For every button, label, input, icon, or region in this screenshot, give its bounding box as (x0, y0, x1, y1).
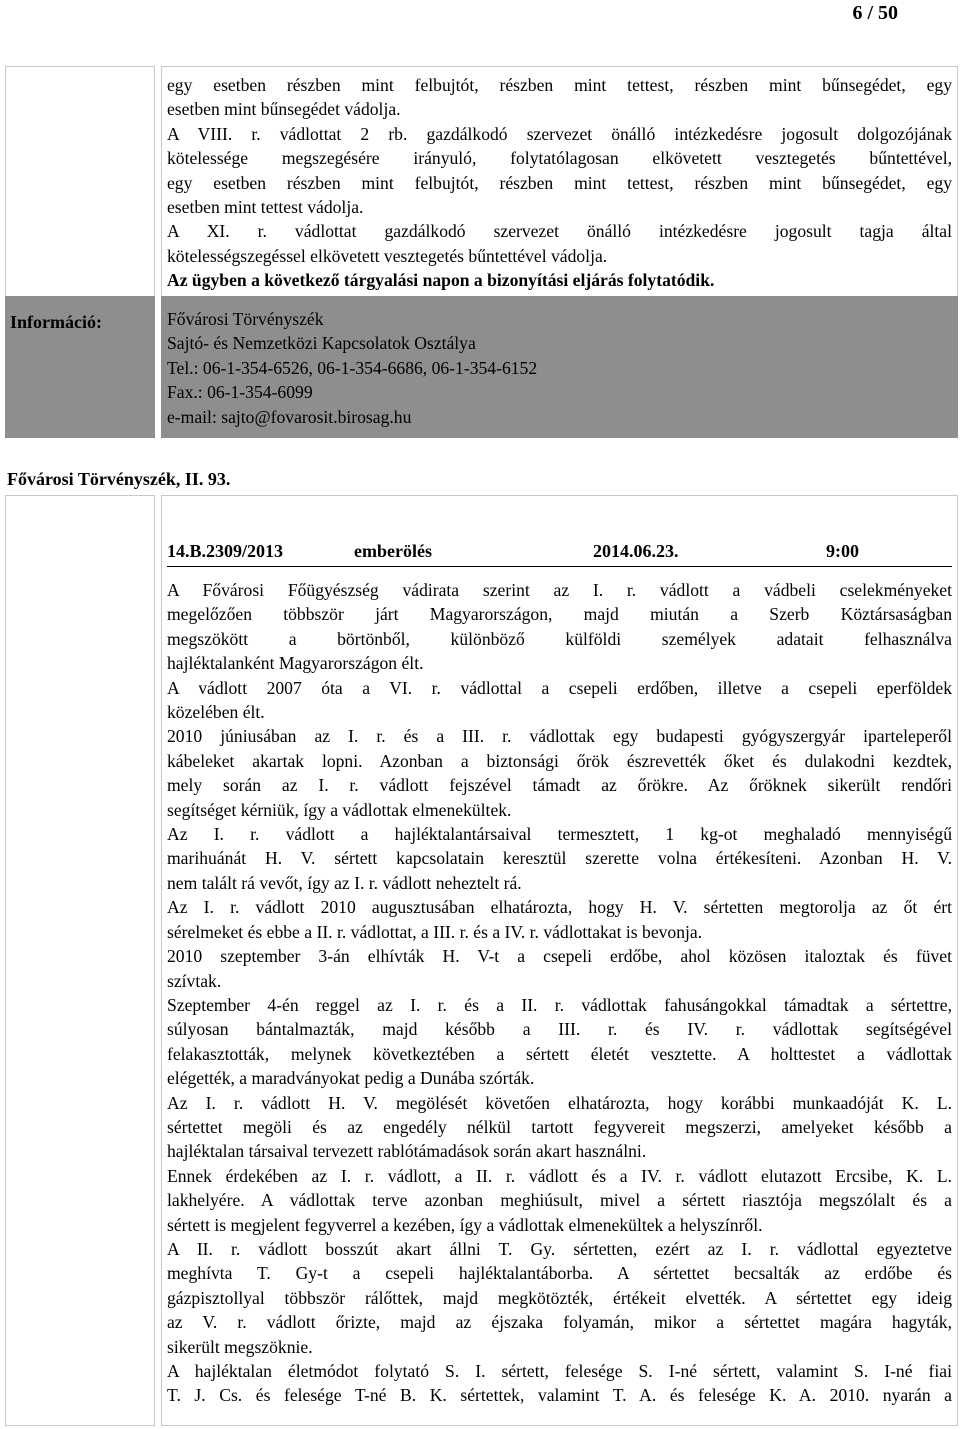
text-line: sértettet megöli és az engedély nélkül tartott fegyvereit megszerzi, amelyeket később a (167, 1116, 952, 1137)
text-line: egy esetben részben mint felbujtót, részben mint tettest, részben mint bűnsegédet, egy (167, 172, 952, 193)
section-title: Fővárosi Törvényszék, II. 93. (7, 469, 231, 489)
contact-email: e-mail: sajto@fovarosit.birosag.hu (167, 406, 412, 427)
text-line: sikerült megszöknie. (167, 1336, 313, 1357)
text-line: A vádlott 2007 óta a VI. r. vádlottal a csepeli erdőben, illetve a csepeli eperföldek (167, 677, 952, 698)
case-number: 14.B.2309/2013 (167, 541, 284, 561)
text-line: mely során az I. r. vádlott fejszével támadt az őrökre. Az őröknek sikerült rendőri (167, 775, 952, 796)
text-line: esetben mint tettest vádolja. (167, 197, 364, 218)
text-line: 2010 szeptember 3-án elhívták H. V-t a csepeli erdőbe, ahol közösen italoztak és füvet (167, 946, 952, 967)
contact-phone: Tel.: 06-1-354-6526, 06-1-354-6686, 06-1-354-6152 (167, 357, 538, 378)
text-line: felakasztották, melynek következtében a sértett életét vesztette. A holttestet a vádlottak (167, 1043, 952, 1064)
info-text (167, 73, 952, 293)
text-line: meghívta T. Gy-t a csepeli hajléktalantáborba. A sértettet becsalták az erdőbe és (167, 1263, 952, 1284)
text-line: közelében élt. (167, 702, 265, 723)
continuation-note: Az ügyben a következő tárgyalási napon a bizonyítási eljárás folytatódik. (167, 270, 715, 291)
case-table-left-cell (5, 495, 155, 1426)
text-line: A hajléktalan életmódot folytató S. I. sértett, felesége S. I-né sértett, valamint S. I-né fiai (167, 1361, 952, 1381)
text-line: Az I. r. vádlott a hajléktalantársaival termesztett, 1 kg-ot meghaladó mennyiségű (167, 824, 952, 845)
text-line: Az I. r. vádlott 2010 augusztusában elhatározta, hogy H. V. sértetten megtorolja az őt ért (167, 897, 952, 918)
text-line: gázpisztollyal többször rálőttek, majd megkötözték, értékeit elvették. A sértettet egy ideig (167, 1287, 952, 1308)
page-number: 6 / 50 (852, 2, 898, 24)
text-line: 2010 júniusában az I. r. és a III. r. vádlottak egy budapesti gyógyszergyár iparteleperől (167, 726, 952, 747)
contact-fax: Fax.: 06-1-354-6099 (167, 382, 313, 403)
text-line: hajléktalanként Magyarországon élt. (167, 653, 424, 674)
text-line: A XI. r. vádlottat gazdálkodó szervezet önálló intézkedésre jogosult tagja által (167, 221, 952, 242)
case-time: 9:00 (826, 541, 859, 561)
text-line: megszökött a börtönből, különböző külföldi személyek adatait felhasználva (167, 628, 952, 649)
text-line: A II. r. vádlott bosszút akart állni T. Gy. sértetten, ezért az I. r. vádlottal egyeztetve (167, 1238, 952, 1259)
text-line: az V. r. vádlott őrizte, majd az éjszaka folyamán, mikor a sértettet magára hagyták, (167, 1312, 952, 1333)
contact-block (167, 307, 952, 429)
text-line: esetben mint bűnsegédet vádolja. (167, 99, 401, 120)
text-line: kötelessége megszegésére irányuló, folytatólagosan elkövetett vesztegetés bűntettével, (167, 148, 952, 169)
text-line: T. J. Cs. és felesége T-né B. K. sértettek, valamint T. A. és felesége K. A. 2010. nyarán a (167, 1385, 952, 1406)
text-line: A VIII. r. vádlottat 2 rb. gazdálkodó szervezet önálló intézkedésre jogosult dolgozójának (167, 123, 952, 144)
case-body (167, 578, 952, 1408)
text-line: Az I. r. vádlott H. V. megölését követően elhatározta, hogy korábbi munkaadóját K. L. (167, 1092, 952, 1113)
text-line: kötelességszegéssel elkövetett vesztegetés bűntettével vádolja. (167, 245, 608, 266)
case-date: 2014.06.23. (593, 541, 679, 561)
text-line: A Fővárosi Főügyészség vádirata szerint az I. r. vádlott a vádbeli cselekményeket (167, 580, 952, 600)
text-line: egy esetben részben mint felbujtót, részben mint tettest, részben mint bűnsegédet, egy (167, 75, 952, 95)
text-line: lakhelyére. A vádlottak terve azonban meghiúsult, mivel a sértett riasztója megszólalt és a (167, 1190, 952, 1211)
text-line: marihuánát H. V. sértett kapcsolatain keresztül szerette volna értékesíteni. Azonban H. V. (167, 848, 952, 869)
text-line: hajléktalan társaival tervezett rablótámadások során akart használni. (167, 1141, 647, 1162)
contact-department: Sajtó- és Nemzetközi Kapcsolatok Osztálya (167, 333, 476, 354)
text-line: nem talált rá vevőt, így az I. r. vádlott neheztelt rá. (167, 872, 522, 893)
contact-org: Fővárosi Törvényszék (167, 309, 324, 329)
text-line: szívtak. (167, 970, 222, 991)
case-header-row (167, 541, 952, 567)
case-type: emberölés (354, 541, 432, 561)
text-line: súlyosan bántalmazták, majd később a III. r. és IV. r. vádlottak segítségével (167, 1019, 952, 1040)
text-line: segítséget kérniük, így a vádlottak elmenekültek. (167, 799, 512, 820)
text-line: kábeleket akartak lopni. Azonban a biztonsági őrök észrevették őket és dulakodni kezdtek, (167, 750, 952, 771)
text-line: sértett is megjelent fegyverrel a kezében, így a vádlottak elmenekültek a helyszínről. (167, 1214, 763, 1235)
text-line: elégették, a maradványokat pedig a Dunába szórták. (167, 1068, 535, 1089)
text-line: megelőzően többször járt Magyarországon, majd miután a Szerb Köztársaságban (167, 604, 952, 625)
text-line: Ennek érdekében az I. r. vádlott, a II. r. vádlott és a IV. r. vádlott elutazott Ercsibe, K. L. (167, 1165, 952, 1186)
text-line: sérelmeket és ebbe a II. r. vádlottat, a III. r. és a IV. r. vádlottakat is bevonja. (167, 921, 703, 942)
text-line: Szeptember 4-én reggel az I. r. és a II. r. vádlottak fahusángokkal támadtak a sértettre, (167, 994, 952, 1015)
info-label: Információ: (10, 312, 102, 332)
